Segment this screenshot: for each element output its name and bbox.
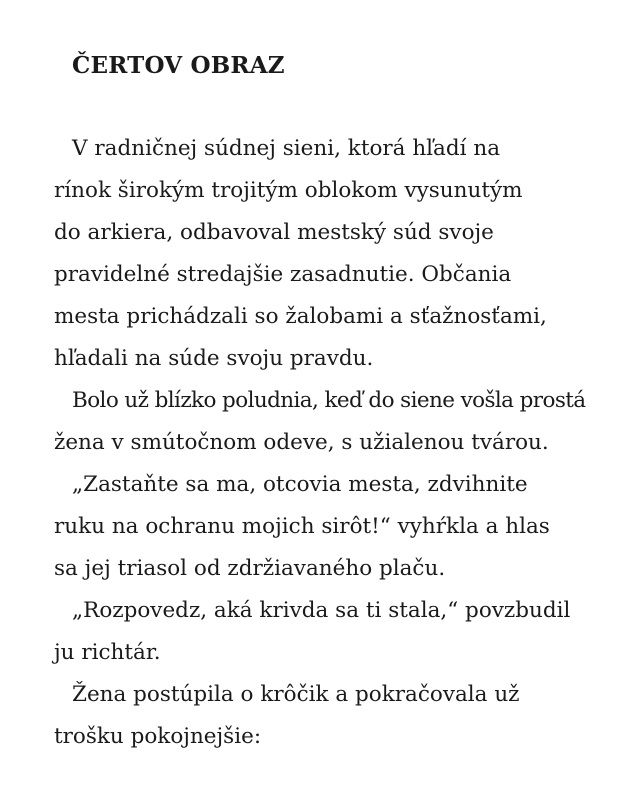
text-line: hľadali na súde svoju pravdu. (54, 346, 374, 371)
text-line: Žena postúpila o krôčik a pokračovala už (72, 682, 520, 707)
paragraph-2 (54, 380, 594, 464)
paragraph-4 (54, 590, 594, 674)
text-line: do arkiera, odbavoval mestský súd svoje (54, 220, 494, 245)
chapter-title: ČERTOV OBRAZ (72, 52, 285, 79)
text-line: „Rozpovedz, aká krivda sa ti stala,“ povzbudil (72, 598, 571, 623)
text-line: ju richtár. (54, 640, 161, 665)
text-line: „Zastaňte sa ma, otcovia mesta, zdvihnite (72, 472, 528, 497)
text-line: V radničnej súdnej sieni, ktorá hľadí na (72, 136, 501, 161)
paragraph-3 (54, 464, 594, 590)
text-line: trošku pokojnejšie: (54, 724, 262, 749)
text-line: ruku na ochranu mojich sirôt!“ vyhŕkla a hlas (54, 514, 550, 539)
paragraph-1 (54, 128, 594, 380)
text-line: pravidelné stredajšie zasadnutie. Občania (54, 262, 512, 287)
text-line: sa jej triasol od zdržiavaného plaču. (54, 556, 446, 581)
paragraph-5 (54, 674, 594, 758)
text-line: rínok širokým trojitým oblokom vysunutým (54, 178, 523, 203)
text-line: Bolo už blízko poludnia, keď do siene vošla prostá (72, 388, 586, 413)
text-line: mesta prichádzali so žalobami a sťažnosťami, (54, 304, 547, 329)
text-line: žena v smútočnom odeve, s užialenou tvárou. (54, 430, 549, 455)
body-text (54, 128, 594, 758)
